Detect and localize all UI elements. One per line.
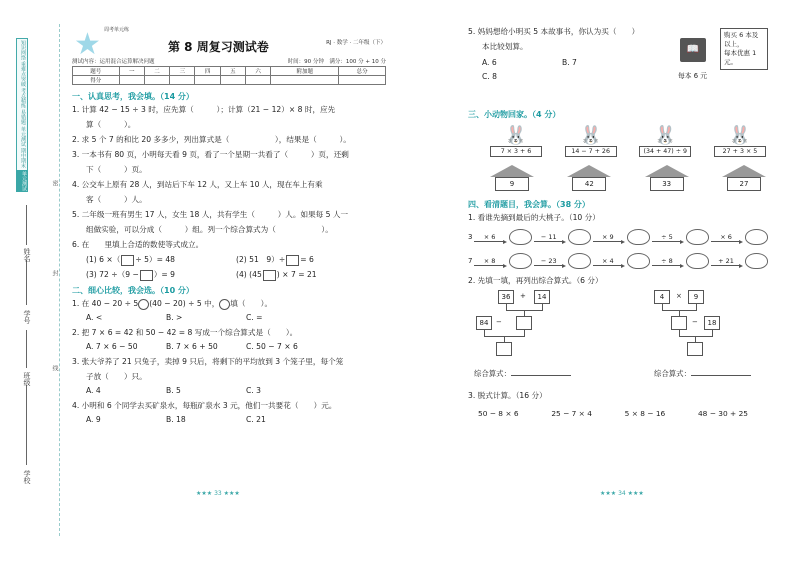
grade-label: RJ · 数学 · 二年级（下） — [326, 40, 386, 46]
option-b[interactable]: B. 5 — [166, 386, 181, 395]
book-icon: 📖 — [680, 38, 706, 62]
s2-q3-line2: 子放（ ）只。 — [86, 372, 147, 381]
calc-item: 25 − 7 × 4 — [551, 409, 592, 418]
answer-box[interactable] — [140, 270, 153, 281]
strip-badge: 单元测试 — [16, 170, 28, 192]
test-scope: 测试内容：运用混合运算解决问题 — [72, 59, 155, 65]
rabbit-row — [490, 126, 766, 157]
calc-item: 50 − 8 × 6 — [478, 409, 519, 418]
tree-blank[interactable] — [516, 316, 532, 330]
score-header-cell: 题号 — [73, 67, 120, 76]
strip-band: 知识网络 重难点突破 考点精练 易错题 单元测试 期中期末 — [16, 38, 28, 178]
s1-q6-equations-row1 — [72, 252, 386, 267]
answer-box[interactable] — [286, 255, 299, 266]
equation-2 — [236, 252, 314, 267]
rabbit[interactable] — [639, 126, 691, 157]
s1-q6-equations-row2 — [72, 267, 386, 282]
peach-answer[interactable] — [509, 229, 532, 245]
equation-1 — [86, 252, 236, 267]
option-b[interactable]: B. > — [166, 313, 183, 322]
house-roof-icon — [645, 165, 689, 177]
score-table-header — [73, 67, 386, 76]
score-header-cell: 六 — [246, 67, 271, 76]
s2-q1-options — [72, 311, 386, 325]
star-logo-icon: ★ — [74, 27, 101, 62]
promo-line-2: 每本优惠 1 元。 — [724, 49, 757, 66]
formula-blank[interactable] — [691, 368, 751, 376]
house-number: 9 — [495, 177, 529, 191]
s1-q1-line2: 算（ ）。 — [86, 120, 136, 129]
page-number: 33 — [214, 490, 222, 497]
right-page — [468, 24, 768, 494]
s2-q1 — [72, 296, 386, 311]
option-a[interactable]: A. 4 — [86, 386, 101, 395]
left-page-footer — [196, 490, 240, 497]
rabbit-icon: 🐰 — [654, 125, 677, 146]
s2-q1-part2: (40 − 20) ÷ 5 中， — [149, 299, 220, 308]
rabbit-icon: 🐰 — [728, 125, 752, 146]
eq1-right: ÷ 5）= 48 — [135, 255, 176, 264]
rabbit-icon: 🐰 — [504, 125, 528, 146]
s2-q1-part1: 1. 在 40 − 20 ÷ 5 — [72, 299, 139, 308]
footer-stars: ★★★ — [223, 490, 240, 497]
house-row — [490, 165, 766, 191]
calc-row — [468, 409, 748, 418]
formula-1 — [474, 368, 571, 379]
eq1-left: (1) 6 ×（ — [86, 255, 121, 264]
right-page-footer — [600, 490, 644, 497]
eq3-left: (3) 72 ÷（9 − — [86, 270, 139, 279]
exam-header — [72, 27, 386, 88]
option-b[interactable]: B. 7 — [562, 58, 577, 67]
option-b[interactable]: B. 7 × 6 + 50 — [166, 342, 218, 351]
compare-circle[interactable] — [138, 299, 149, 310]
s1-q4-line1: 4. 公交车上原有 28 人，到站后下车 12 人，又上车 10 人，现在车上有乘 — [72, 180, 323, 189]
tree-operator: × — [676, 292, 682, 300]
score-header-cell: 总分 — [339, 67, 386, 76]
s4-q1: 1. 看谁先摘到最后的大桃子。（10 分） — [468, 213, 600, 222]
s2-q3-options — [72, 384, 386, 398]
s2-q3-line1: 3. 张大爷养了 21 只兔子，卖掉 9 只后，将剩下的平均放到 3 个笼子里，每个笼 — [72, 357, 344, 366]
option-a[interactable]: A. 6 — [482, 58, 497, 67]
eq4-left: (4) (45 — [236, 270, 262, 279]
section-1-title: 一、认真思考，我会填。（14 分） — [72, 92, 194, 101]
chain-op: − 23 — [534, 257, 564, 266]
formula-blank[interactable] — [511, 368, 571, 376]
student-no-field-label: 学号 — [23, 310, 31, 324]
chain-op: × 6 — [474, 233, 504, 242]
test-timing: 时间：90 分钟 满分：100 分 + 10 分 — [287, 59, 386, 65]
rabbit[interactable] — [714, 126, 766, 157]
name-field-line — [26, 205, 27, 245]
score-cell[interactable] — [170, 76, 195, 85]
score-cell[interactable] — [195, 76, 220, 85]
chain-op: ÷ 8 — [652, 257, 682, 266]
tree-operator: − — [692, 318, 698, 326]
peach-answer[interactable] — [627, 229, 650, 245]
q5-options-2 — [468, 70, 768, 84]
s1-q6: 6. 在 里填上合适的数使等式成立。 — [72, 240, 204, 249]
s4-q3: 3. 脱式计算。（16 分） — [468, 391, 547, 400]
house-number: 27 — [727, 177, 761, 191]
page-number: 34 — [618, 490, 626, 497]
calc-item: 48 − 30 + 25 — [697, 409, 748, 418]
tree-number: 14 — [534, 290, 550, 304]
answer-box[interactable] — [263, 270, 276, 281]
option-c[interactable]: C. = — [246, 313, 263, 322]
score-cell[interactable] — [144, 76, 169, 85]
equation-4 — [236, 267, 317, 282]
chain-op: × 8 — [474, 257, 504, 266]
promo-line-1: 购买 6 本及以上， — [724, 31, 759, 48]
tree-number: 36 — [498, 290, 514, 304]
score-table — [72, 66, 386, 85]
s1-q3-line2: 下（ ）页。 — [86, 165, 147, 174]
chain-start: 7 — [468, 257, 473, 265]
eq3-right: ）= 9 — [153, 270, 176, 279]
footer-stars: ★★★ — [600, 490, 617, 497]
chain-op: + 21 — [711, 257, 741, 266]
peach-answer[interactable] — [627, 253, 650, 269]
score-table-row — [73, 76, 386, 85]
score-header-cell: 五 — [220, 67, 245, 76]
option-b[interactable]: B. 18 — [166, 415, 186, 424]
s2-q2-options — [72, 340, 386, 354]
score-cell[interactable] — [271, 76, 339, 85]
peach-answer[interactable] — [568, 253, 591, 269]
chain-op: × 4 — [593, 257, 623, 266]
peach-answer[interactable] — [745, 229, 768, 245]
q5-block — [468, 24, 768, 106]
cut-mark-3: 线 — [51, 365, 58, 371]
eq2-left: (2) 51 9）÷ — [236, 255, 286, 264]
chain-op: × 9 — [593, 233, 623, 242]
score-cell[interactable] — [220, 76, 245, 85]
house[interactable] — [490, 165, 534, 191]
name-field-label: 姓名 — [23, 248, 31, 262]
option-c[interactable]: C. 8 — [482, 72, 497, 81]
peach-answer[interactable] — [745, 253, 768, 269]
footer-stars: ★★★ — [196, 490, 213, 497]
score-header-cell: 四 — [195, 67, 220, 76]
rabbit[interactable] — [565, 126, 617, 157]
tree-operator: + — [520, 292, 526, 300]
school-field-label: 学校 — [23, 470, 31, 484]
s2-q4: 4. 小明和 6 个同学去买矿泉水，每瓶矿泉水 3 元，他们一共要花（ ）元。 — [72, 401, 337, 410]
option-c[interactable]: C. 50 − 7 × 6 — [246, 342, 298, 351]
peach-answer[interactable] — [686, 253, 709, 269]
tree-blank[interactable] — [496, 342, 512, 356]
tree-line — [679, 336, 713, 337]
chain-start: 3 — [468, 233, 473, 241]
section-2-title: 二、细心比较，我会选。（10 分） — [72, 286, 194, 295]
answer-box[interactable] — [121, 255, 134, 266]
chain-op: × 6 — [711, 233, 741, 242]
chain-op: − 11 — [534, 233, 564, 242]
unit-tag: 周考单元练 — [104, 27, 130, 33]
school-field-line — [26, 385, 27, 465]
q5-line2: 本比较划算。 — [482, 42, 528, 51]
formula-2 — [654, 368, 751, 379]
rabbit-expression: (34 + 47) ÷ 9 — [639, 146, 691, 157]
s1-q5-line1: 5. 二年级一班有男生 17 人，女生 18 人，共有学生（ ）人。如果每 5 人一 — [72, 210, 349, 219]
s4-q2: 2. 先填一填，再列出综合算式。（6 分） — [468, 276, 603, 285]
score-cell[interactable] — [339, 76, 386, 85]
score-row-label: 得分 — [73, 76, 120, 85]
house[interactable] — [567, 165, 611, 191]
house-roof-icon — [722, 165, 766, 177]
student-no-field-line — [26, 260, 27, 305]
tree-number: 18 — [704, 316, 720, 330]
peach-answer[interactable] — [568, 229, 591, 245]
peach-chain-2 — [468, 249, 768, 273]
tree-area — [468, 288, 768, 384]
s1-q2: 2. 求 5 个 7 的和比 20 多多少，列出算式是（ ），结果是（ ）。 — [72, 135, 351, 144]
option-a[interactable]: A. 9 — [86, 415, 101, 424]
q5-line1: 5. 妈妈想给小明买 5 本故事书，你认为买（ ） — [468, 27, 640, 36]
class-field-line — [26, 330, 27, 368]
s2-q4-options — [72, 413, 386, 427]
s2-q1-part3: 填（ ）。 — [230, 299, 273, 308]
calc-item: 5 × 8 − 16 — [624, 409, 666, 418]
score-cell[interactable] — [246, 76, 271, 85]
compare-circle-ref — [219, 299, 230, 310]
tree-blank[interactable] — [671, 316, 687, 330]
score-header-cell: 一 — [119, 67, 144, 76]
tree-operator: − — [496, 318, 502, 326]
option-c[interactable]: C. 21 — [246, 415, 266, 424]
tree-number: 84 — [476, 316, 492, 330]
rabbit-expression: 27 + 3 × 5 — [714, 146, 766, 157]
option-a[interactable]: A. < — [86, 313, 103, 322]
cut-mark-1: 密 — [51, 180, 58, 186]
book-price: 每本 6 元 — [678, 72, 708, 80]
formula-label: 综合算式： — [474, 369, 511, 378]
tree-number: 9 — [688, 290, 704, 304]
s1-q1-line1: 1. 计算 42 − 15 ÷ 3 时，应先算（ ）；计算（21 − 12）× 8 时，应先 — [72, 105, 336, 114]
house[interactable] — [722, 165, 766, 191]
house-number: 33 — [650, 177, 684, 191]
score-cell[interactable] — [119, 76, 144, 85]
cut-mark-2: 封 — [51, 270, 58, 276]
eq2-right: = 6 — [300, 255, 314, 264]
eq4-right: ) × 7 = 21 — [276, 270, 317, 279]
option-c[interactable]: C. 3 — [246, 386, 261, 395]
peach-answer[interactable] — [509, 253, 532, 269]
s1-q5-line2: 组做实验，可以分成（ ）组。列一个综合算式为（ ）。 — [86, 225, 333, 234]
s1-q3-line1: 3. 一本书有 80 页，小明每天看 9 页，看了一个星期一共看了（ ）页，还剩 — [72, 150, 349, 159]
footer-stars: ★★★ — [627, 490, 644, 497]
rabbit-icon: 🐰 — [579, 125, 602, 146]
house-number: 42 — [572, 177, 606, 191]
rabbit-expression: 7 × 3 + 6 — [490, 146, 542, 157]
tree-blank[interactable] — [687, 342, 703, 356]
promo-box — [720, 28, 768, 70]
section-4-title: 四、看清题目，我会算。（38 分） — [468, 200, 590, 209]
tree-number: 4 — [654, 290, 670, 304]
s2-q2: 2. 把 7 × 6 = 42 和 50 − 42 = 8 写成一个综合算式是（ ）。 — [72, 328, 298, 337]
house[interactable] — [645, 165, 689, 191]
equation-3 — [86, 267, 236, 282]
house-roof-icon — [490, 165, 534, 177]
peach-answer[interactable] — [686, 229, 709, 245]
rabbit-expression: 14 − 7 + 26 — [565, 146, 617, 157]
page-title: 第 8 周复习测试卷 — [168, 40, 269, 54]
s1-q4-line2: 客（ ）人。 — [86, 195, 147, 204]
chain-op: ÷ 5 — [652, 233, 682, 242]
score-header-cell: 三 — [170, 67, 195, 76]
left-page — [72, 27, 386, 427]
score-header-cell: 二 — [144, 67, 169, 76]
rabbit[interactable] — [490, 126, 542, 157]
score-header-cell: 附加题 — [271, 67, 339, 76]
section-3-title: 三、小动物回家。（4 分） — [468, 110, 561, 119]
option-a[interactable]: A. 7 × 6 − 50 — [86, 342, 138, 351]
house-roof-icon — [567, 165, 611, 177]
class-field-label: 班级 — [23, 372, 31, 386]
peach-chain-1 — [468, 225, 768, 249]
formula-label: 综合算式： — [654, 369, 691, 378]
